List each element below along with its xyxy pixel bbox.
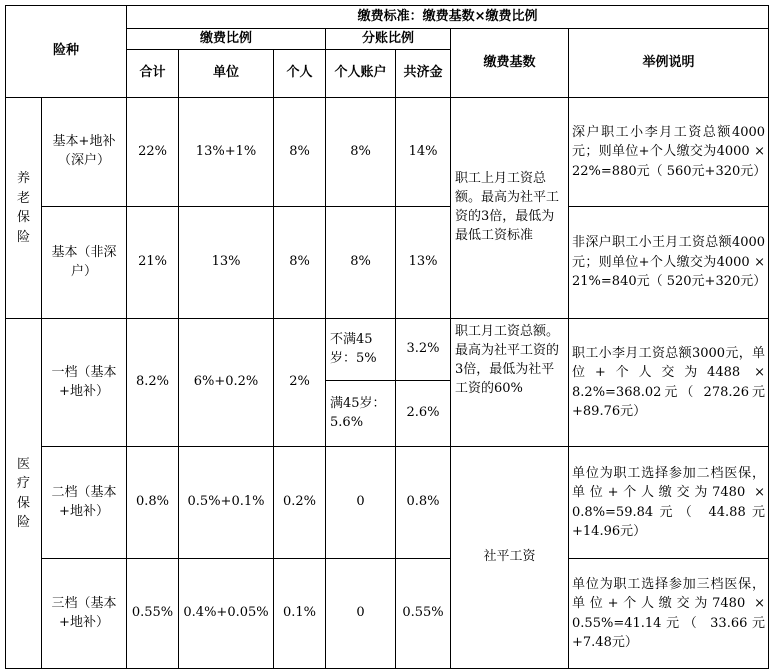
total-rate-cell: 22% [127, 98, 179, 207]
header-insurance-type: 险种 [6, 6, 127, 98]
header-formula: 缴费标准：缴费基数×缴费比例 [127, 6, 769, 29]
insurance-type-cell: 三档（基本+地补） [42, 559, 127, 669]
total-rate-cell: 0.8% [127, 447, 179, 559]
category-pension: 养老保险 [6, 98, 42, 319]
employer-rate-cell: 13%+1% [179, 98, 274, 207]
example-cell: 职工小李月工资总额3000元，单位+个人交为4488 × 8.2%=368.02元（ 278.26元+89.76元） [569, 319, 769, 447]
individual-rate-cell: 8% [274, 98, 326, 207]
individual-rate-cell: 0.2% [274, 447, 326, 559]
pooled-rate-cell: 0.8% [396, 447, 451, 559]
header-contribution-ratio: 缴费比例 [127, 29, 326, 50]
account-rate-cell: 不满45岁：5% [326, 319, 396, 381]
total-rate-cell: 21% [127, 207, 179, 319]
total-rate-cell: 8.2% [127, 319, 179, 447]
account-rate-cell: 0 [326, 447, 396, 559]
table-row [6, 207, 769, 319]
header-employer: 单位 [179, 50, 274, 98]
contribution-base-cell: 社平工资 [451, 447, 569, 669]
header-pooled-fund: 共济金 [396, 50, 451, 98]
header-individual-account: 个人账户 [326, 50, 396, 98]
employer-rate-cell: 0.4%+0.05% [179, 559, 274, 669]
pooled-rate-cell: 13% [396, 207, 451, 319]
table-row [6, 98, 769, 207]
example-cell: 非深户职工小王月工资总额4000元；则单位+个人缴交为4000 × 21%=840元（ 520元+320元） [569, 207, 769, 319]
header-individual: 个人 [274, 50, 326, 98]
table-row [6, 319, 769, 381]
insurance-type-cell: 基本+地补（深户） [42, 98, 127, 207]
pooled-rate-cell: 0.55% [396, 559, 451, 669]
header-contribution-base: 缴费基数 [451, 29, 569, 98]
individual-rate-cell: 0.1% [274, 559, 326, 669]
employer-rate-cell: 0.5%+0.1% [179, 447, 274, 559]
account-rate-cell: 0 [326, 559, 396, 669]
header-total: 合计 [127, 50, 179, 98]
example-cell: 单位为职工选择参加二档医保，单位+个人缴交为7480 × 0.8%=59.84元（ 44.88元+14.96元） [569, 447, 769, 559]
employer-rate-cell: 13% [179, 207, 274, 319]
insurance-rate-table [5, 5, 769, 669]
header-allocation-ratio: 分账比例 [326, 29, 451, 50]
header-example: 举例说明 [569, 29, 769, 98]
example-cell: 单位为职工选择参加三档医保，单位+个人缴交为7480 × 0.55%=41.14元（ 33.66元+7.48元） [569, 559, 769, 669]
contribution-base-cell: 职工上月工资总额。最高为社平工资的3倍，最低为最低工资标准 [451, 98, 569, 319]
total-rate-cell: 0.55% [127, 559, 179, 669]
example-cell: 深户职工小李月工资总额4000元；则单位+个人缴交为4000 × 22%=880元（ 560元+320元） [569, 98, 769, 207]
contribution-base-cell: 职工月工资总额。最高为社平工资的3倍，最低为社平工资的60% [451, 319, 569, 447]
account-rate-cell: 8% [326, 207, 396, 319]
individual-rate-cell: 8% [274, 207, 326, 319]
category-medical: 医疗保险 [6, 319, 42, 669]
account-rate-cell: 满45岁：5.6% [326, 381, 396, 447]
table-row [6, 447, 769, 559]
pooled-rate-cell: 2.6% [396, 381, 451, 447]
insurance-type-cell: 基本（非深户） [42, 207, 127, 319]
insurance-type-cell: 一档（基本+地补） [42, 319, 127, 447]
account-rate-cell: 8% [326, 98, 396, 207]
pooled-rate-cell: 3.2% [396, 319, 451, 381]
pooled-rate-cell: 14% [396, 98, 451, 207]
employer-rate-cell: 6%+0.2% [179, 319, 274, 447]
individual-rate-cell: 2% [274, 319, 326, 447]
table-row [6, 559, 769, 669]
insurance-type-cell: 二档（基本+地补） [42, 447, 127, 559]
